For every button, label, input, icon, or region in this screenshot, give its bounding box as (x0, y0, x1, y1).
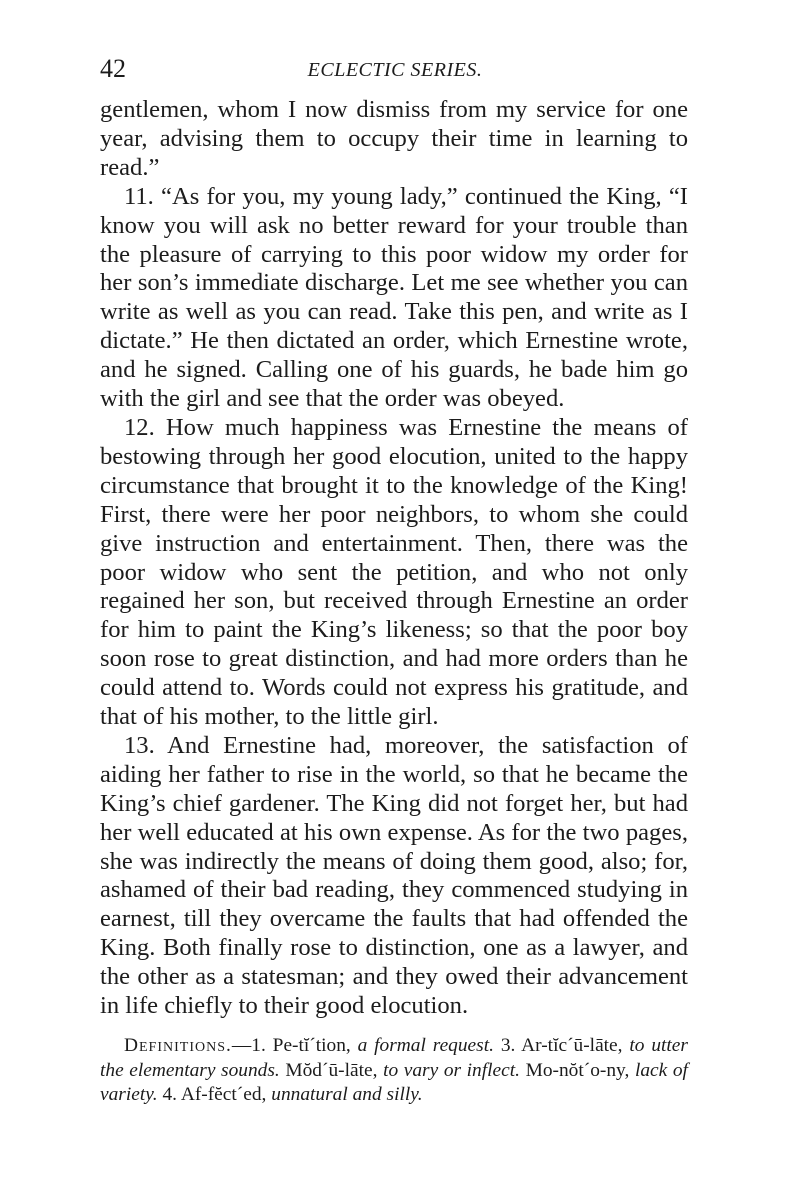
body-text (100, 96, 688, 1021)
page-number: 42 (100, 54, 126, 83)
definition-meaning: unnatural and silly. (271, 1084, 423, 1106)
definition-number: 3. (500, 1035, 516, 1056)
paragraph-11: 11. “As for you, my young lady,” continued the King, “I know you will ask no better reward for your trouble than the pleasure of carrying to this poor widow my order for her son’s immediate discharge. Let me see whether you can write as well as you can read. Take this pen, and write as I dictate.” He then dictated an order, which Ernestine wrote, and he signed. Calling one of his guards, he bade him go with the girl and see that the order was obeyed. (100, 182, 688, 413)
paragraph-13: 13. And Ernestine had, moreover, the satisfaction of aiding her father to rise in the world, so that he became the King’s chief gardener. The King did not forget her, but had her well educated at his own expense. As for the two pages, she was indirectly the means of doing them good, also; for, ashamed of their bad reading, they commenced studying in earnest, till they overcame the faults that had offended the King. Both finally rose to distinction, one as a lawyer, and the other as a statesman; and they owed their advancement in life chiefly to their good elocution. (100, 731, 688, 1020)
running-head (100, 52, 690, 86)
paragraph-12: 12. How much happiness was Ernestine the means of bestowing through her good elocution, united to the happy circumstance that brought it to the knowledge of the King! First, there were her poor neighbors, to whom she could give instruction and entertainment. Then, there was the poor widow who sent the petition, and who not only regained her son, but received through Ernestine an order for him to paint the King’s likeness; so that the poor boy soon rose to great distinction, and had more orders than he could attend to. Words could not express his gratitude, and that of his mother, to the little girl. (100, 413, 688, 731)
definitions-label: Definitions. (124, 1035, 232, 1056)
definition-word: Mo-nŏt´o-ny, (525, 1059, 630, 1081)
definition-number: —1. (231, 1035, 266, 1056)
paragraph-continuation: gentlemen, whom I now dismiss from my service for one year, advising them to occupy their time in learning to read.” (100, 96, 688, 181)
definition-word: Ar-tĭc´ū-lāte, (521, 1035, 623, 1056)
definition-word: Mŏd´ū-lāte, (285, 1059, 378, 1081)
definition-number: 4. (162, 1084, 178, 1106)
definition-meaning: to utter the elementary sounds. (100, 1035, 688, 1081)
definition-meaning: lack of variety. (100, 1059, 688, 1106)
definition-meaning: to vary or inflect. (383, 1059, 520, 1081)
definition-meaning: a formal request. (357, 1035, 494, 1056)
definition-word: Af-fĕct´ed, (180, 1084, 267, 1106)
series-title: ECLECTIC SERIES. (307, 59, 483, 81)
definitions-block (100, 1034, 688, 1108)
definition-word: Pe-tĭ´tion, (272, 1035, 351, 1056)
